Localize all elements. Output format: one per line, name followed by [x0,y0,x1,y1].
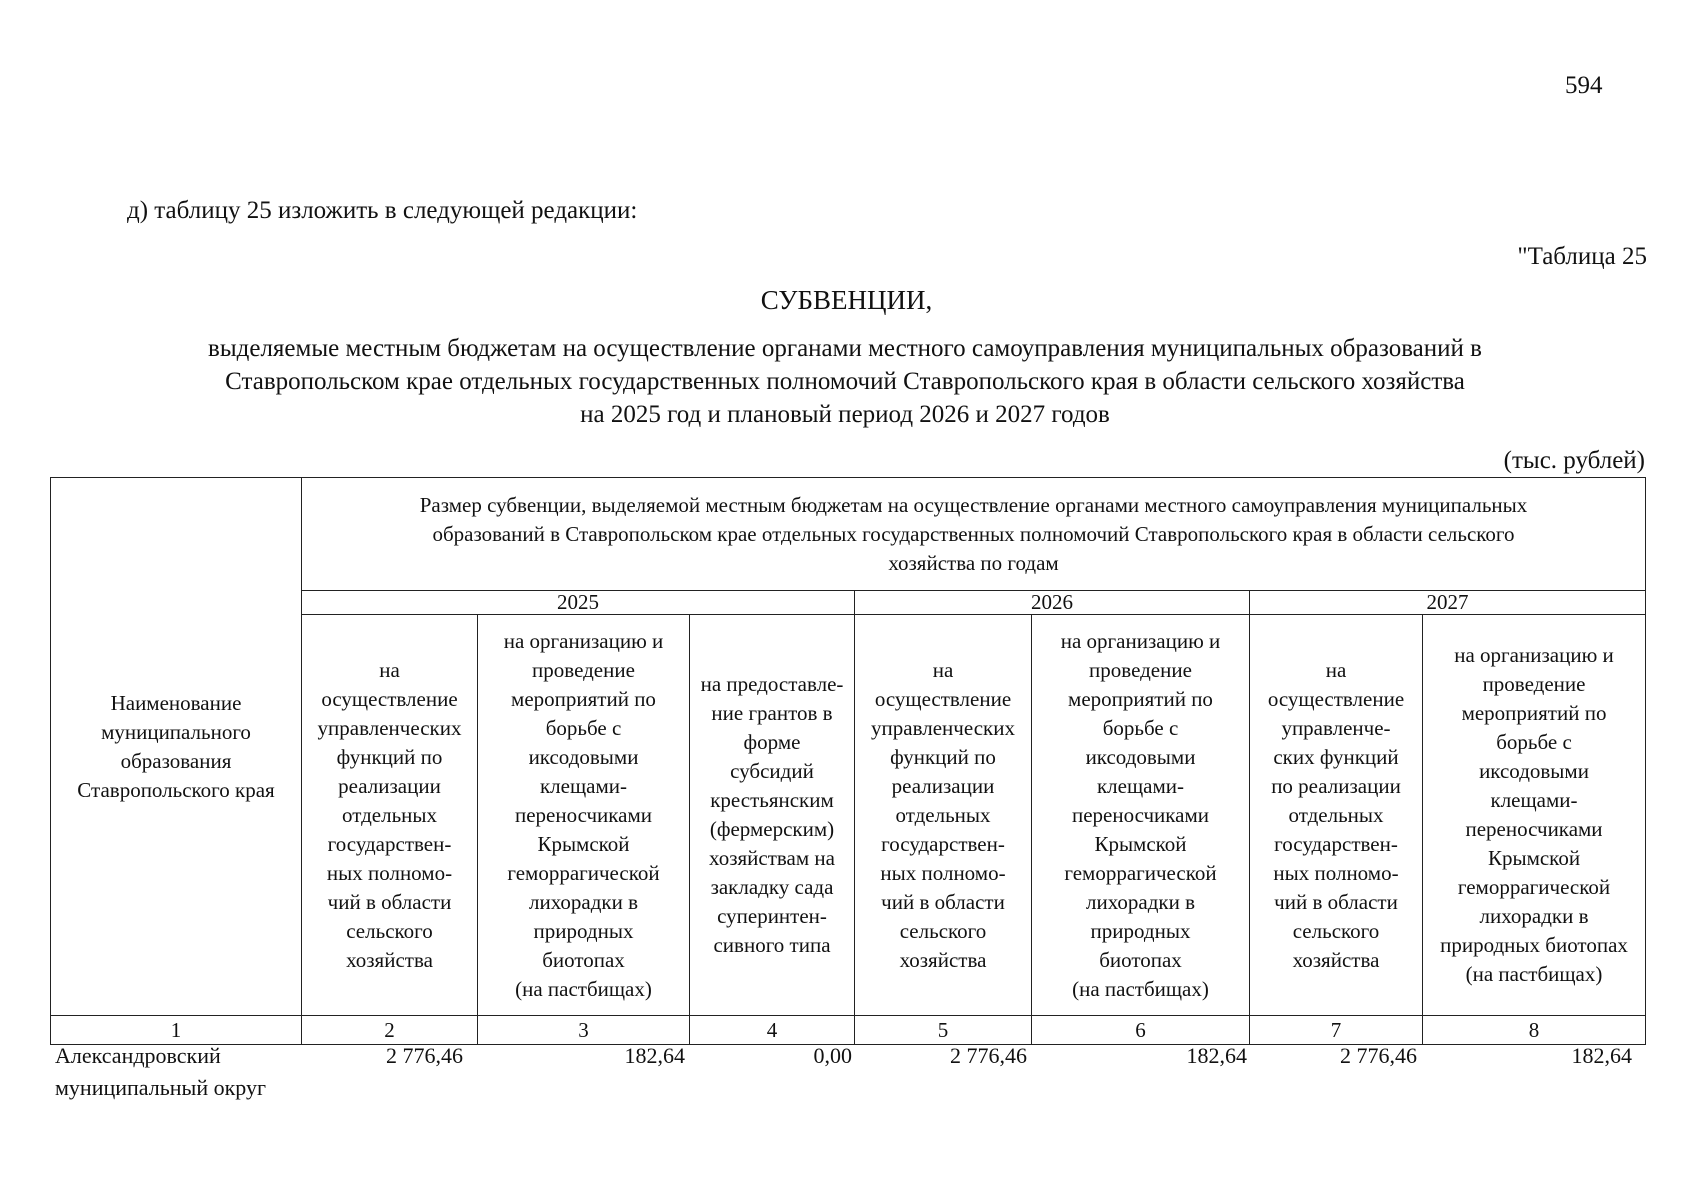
header-line: геморрагической [1457,875,1611,899]
name-line: муниципальный округ [55,1075,267,1100]
header-line: ных полномо- [1273,860,1399,885]
header-line: ние грантов в [711,701,833,725]
column-header [1032,615,1250,1016]
header-line: (на пастбищах) [515,976,652,1001]
header-line: муниципального [101,719,251,744]
column-number: 2 [302,1016,478,1045]
column-number: 1 [51,1016,302,1045]
year-header-2027: 2027 [1250,591,1646,615]
header-line: природных биотопах [1440,933,1628,957]
header-line: лихорадки в [1085,889,1196,914]
subheading-line: на 2025 год и плановый период 2026 и 2027 годов [580,401,1110,428]
name-line: Александровский [55,1043,221,1068]
table-cell: 0,00 [813,1043,852,1068]
header-line: сивного типа [713,933,831,957]
header-line: переносчиками [1465,817,1603,841]
header-line: биотопах [1099,947,1182,972]
column-header [690,615,855,1016]
table-cell: 182,64 [624,1043,685,1068]
table-label: "Таблица 25 [1517,243,1647,270]
row-header-cell [51,478,302,1016]
header-line: крестьянским [710,788,834,812]
header-line: функций по [336,744,443,769]
municipality-name [55,1040,266,1104]
document-heading: СУБВЕНЦИИ, [760,285,933,315]
subheading-line: Ставропольском крае отдельных государственных полномочий Ставропольского края в области сельского хозяйства [225,368,1465,395]
header-line: функций по [890,744,996,769]
header-line: на организацию и [503,628,664,653]
header-line: чий в области [327,889,452,914]
header-line: на [932,657,954,682]
header-line: на [379,657,400,682]
header-line: управленческих [871,715,1015,740]
header-line: проведение [532,657,635,682]
header-line: отдельных [341,802,438,827]
header-line: Наименование [110,690,242,715]
header-line: Размер субвенции, выделяемой местным бюджетам на осуществление органами местного самоуправления муниципальных [419,492,1528,517]
header-line: биотопах [542,947,625,972]
header-line: государствен- [327,831,452,856]
table-cell: 182,64 [1186,1043,1247,1068]
header-line: (фермерским) [709,817,835,841]
column-header [1423,615,1646,1016]
page-number: 594 [1565,72,1603,99]
year-header-2026: 2026 [855,591,1250,615]
header-line: хозяйства по годам [888,550,1059,575]
header-line: Ставропольского края [77,777,275,802]
header-line: реализации [891,773,995,798]
header-line: иксодовыми [528,744,639,769]
header-line: осуществление [874,686,1012,711]
header-line: борьбе с [545,715,622,740]
header-line: Крымской [1094,831,1187,856]
header-line: отдельных [1288,802,1384,827]
header-line: на [1325,657,1347,682]
header-line: хозяйства [346,947,433,972]
header-line: чий в области [1274,889,1398,914]
column-number: 7 [1250,1016,1423,1045]
header-line: проведение [1089,657,1192,682]
header-line: на предоставле- [700,672,844,696]
header-line: сельского [899,918,987,943]
table-cell: 182,64 [1571,1043,1632,1068]
header-line: хозяйствам на [709,846,835,870]
header-line: осуществление [321,686,458,711]
header-line: (на пастбищах) [1465,962,1603,986]
header-line: Крымской [1487,846,1581,870]
header-line: хозяйства [899,947,987,972]
intro-text: д) таблицу 25 изложить в следующей редакции: [127,197,638,224]
table-row [50,1040,1645,1100]
header-line: мероприятий по [1068,686,1213,711]
header-line: мероприятий по [511,686,656,711]
header-line: ных полномо- [326,860,453,885]
header-line: образования [120,748,232,773]
header-line: государствен- [1274,831,1398,856]
column-header [1250,615,1423,1016]
column-header [302,615,478,1016]
column-number: 8 [1423,1016,1646,1045]
subventions-table [50,477,1646,1045]
year-header-2025: 2025 [302,591,855,615]
document-subheading [130,332,1560,431]
header-line: субсидий [730,759,814,783]
header-line: геморрагической [1064,860,1217,885]
header-line: закладку сада [710,875,834,899]
column-number: 3 [478,1016,690,1045]
header-line: на организацию и [1060,628,1221,653]
header-line: управленческих [317,715,462,740]
header-line: (на пастбищах) [1072,976,1209,1001]
header-line: форме [743,730,801,754]
column-header [478,615,690,1016]
subheading-line: выделяемые местным бюджетам на осуществление органами местного самоуправления муниципальных образований в [208,335,1482,362]
header-line: ских функций [1273,744,1399,769]
header-line: проведение [1482,672,1586,696]
column-header [855,615,1032,1016]
header-line: клещами- [1096,773,1184,798]
header-line: реализации [338,773,441,798]
header-line: Крымской [537,831,630,856]
header-line: иксодовыми [1479,759,1589,783]
header-line: борьбе с [1102,715,1179,740]
header-line: лихорадки в [528,889,639,914]
header-line: на организацию и [1454,643,1614,667]
header-line: природных [533,918,634,943]
column-number: 6 [1032,1016,1250,1045]
header-line: борьбе с [1496,730,1572,754]
table-cell: 2 776,46 [386,1043,463,1068]
header-line: мероприятий по [1461,701,1607,725]
header-line: образований в Ставропольском крае отдельных государственных полномочий Ставропольского края в области сельского [432,521,1515,546]
header-line: переносчиками [514,802,653,827]
header-line: отдельных [895,802,991,827]
header-line: сельского [1292,918,1380,943]
header-line: хозяйства [1292,947,1380,972]
header-line: сельского [346,918,433,943]
header-line: клещами- [539,773,627,798]
header-line: переносчиками [1071,802,1210,827]
header-line: геморрагической [507,860,660,885]
header-line: чий в области [881,889,1005,914]
header-line: управленче- [1281,715,1391,740]
header-line: осуществление [1267,686,1405,711]
table-cell: 2 776,46 [1340,1043,1417,1068]
column-number: 4 [690,1016,855,1045]
column-number: 5 [855,1016,1032,1045]
header-line: иксодовыми [1085,744,1196,769]
header-line: государствен- [881,831,1005,856]
header-line: лихорадки в [1479,904,1589,928]
header-line: по реализации [1271,773,1401,798]
header-line: ных полномо- [880,860,1006,885]
table-cell: 2 776,46 [950,1043,1027,1068]
unit-label: (тыс. рублей) [1503,447,1645,474]
header-line: природных [1090,918,1191,943]
header-line: суперинтен- [717,904,827,928]
header-line: клещами- [1490,788,1578,812]
main-header-cell [302,478,1646,591]
